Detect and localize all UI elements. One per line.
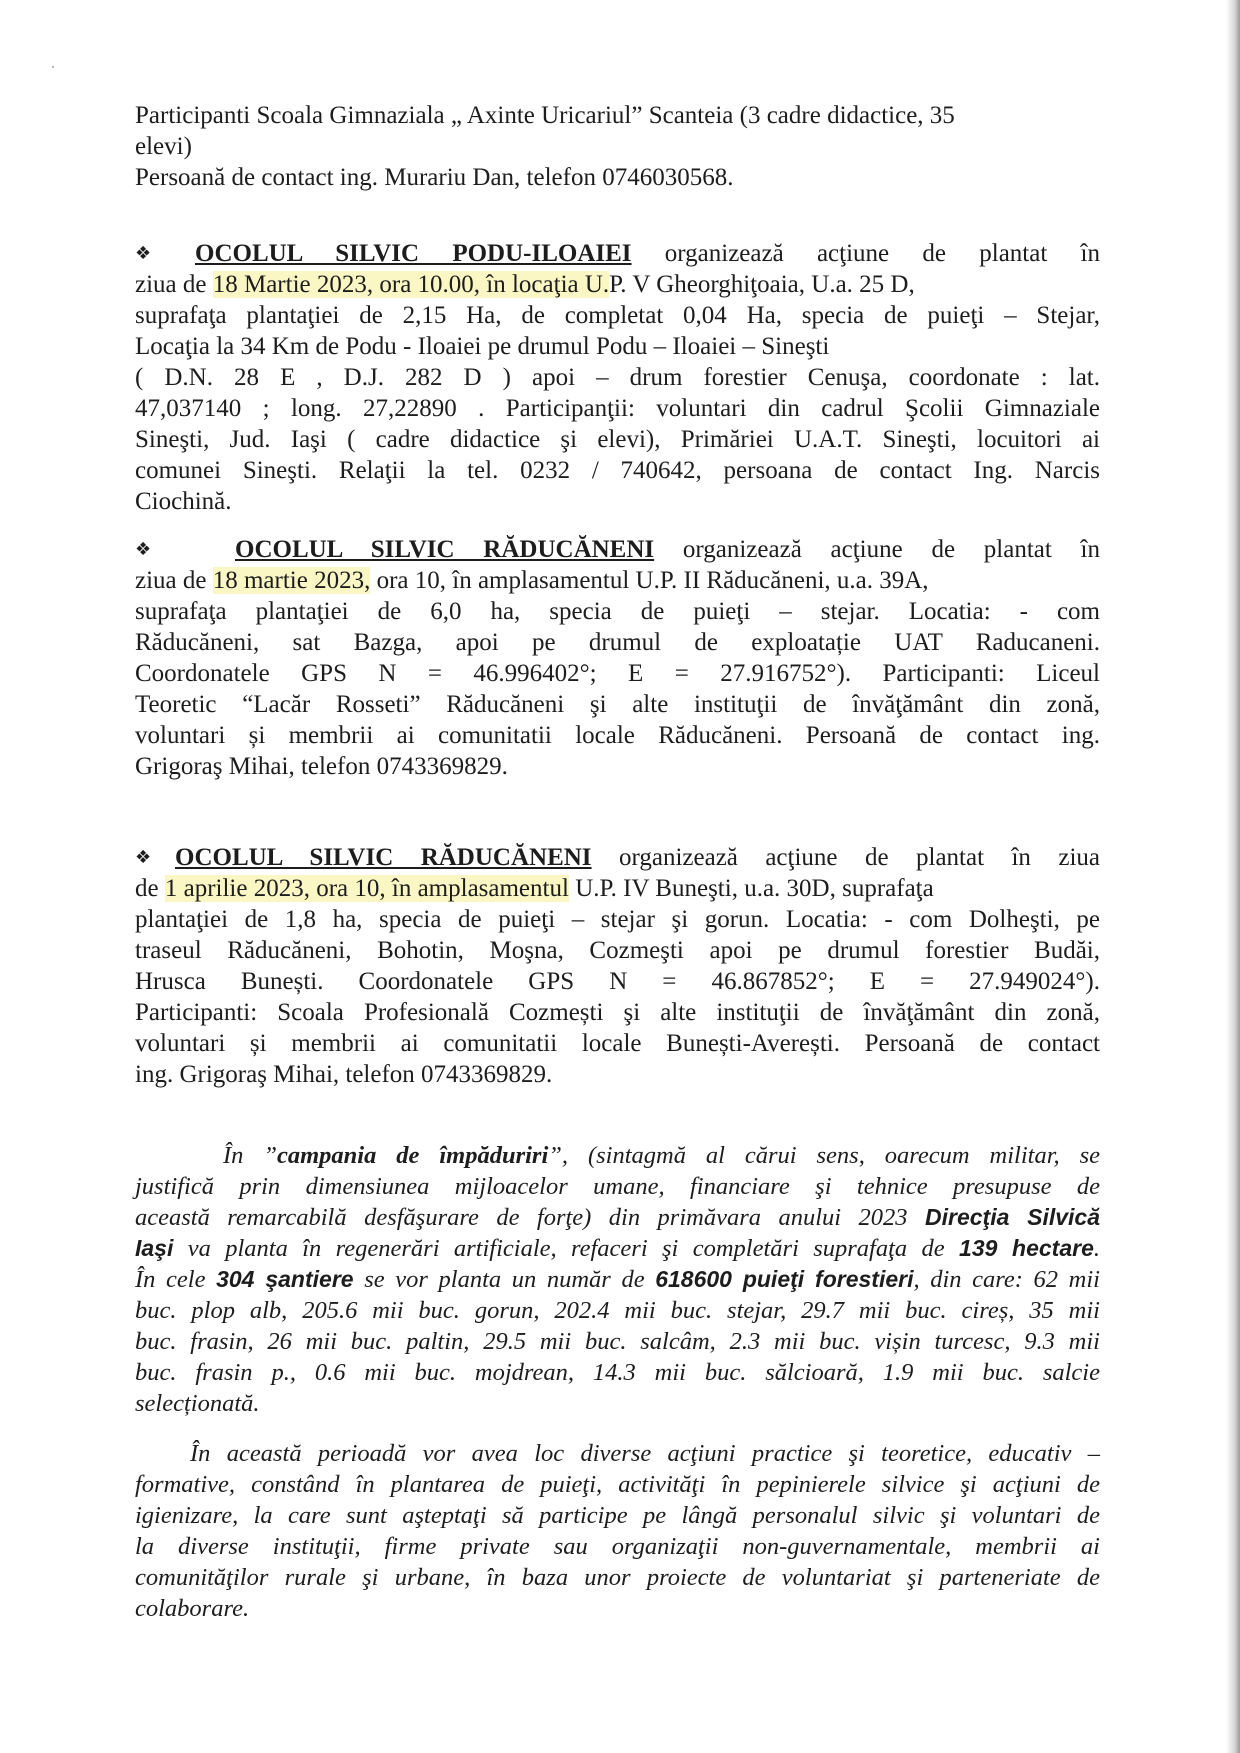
paragraph-line: [135, 1233, 1100, 1264]
section-line: Hrusca Bunești. Coordonatele GPS N = 46.867852°; E = 27.949024°).: [135, 968, 1100, 995]
section-raducaneni-1: [135, 534, 1100, 782]
paragraph-line: [135, 1202, 1100, 1233]
section-line: voluntari și membrii ai comunitatii locale Răducăneni. Persoană de contact ing.: [135, 722, 1100, 749]
section-title: OCOLUL SILVIC RĂDUCĂNENI: [235, 536, 655, 563]
section-line: Participanti: Scoala Profesională Cozmești şi alte instituţii de învăţământ din zonă,: [135, 999, 1100, 1026]
paragraph-line: buc. frasin, 26 mii buc. paltin, 29.5 mii buc. salcâm, 2.3 mii buc. vișin turcesc, 9.3 mii: [135, 1328, 1100, 1355]
text-run-bold: 304 şantiere: [216, 1266, 354, 1292]
text-run: se vor planta un număr de: [353, 1266, 656, 1293]
text-run: ora 10, în amplasamentul U.P. II Răducăneni, u.a. 39A,: [370, 567, 929, 594]
paragraph-line: igienizare, la care sunt aşteptaţi să participe pe lângă personalul silvic şi voluntari de: [135, 1502, 1100, 1529]
campaign-paragraph: [135, 1140, 1100, 1419]
intro-line: elevi): [135, 133, 192, 160]
section-line: plantaţiei de 1,8 ha, specia de puieţi – stejar şi gorun. Locatia: - com Dolheşti, pe: [135, 906, 1100, 933]
section-line: ing. Grigoraş Mihai, telefon 0743369829.: [135, 1061, 553, 1088]
scan-speck: [52, 66, 54, 68]
paragraph-line: selecționată.: [135, 1390, 260, 1417]
section-line: Ciochină.: [135, 488, 232, 515]
paragraph-line: buc. plop alb, 205.6 mii buc. gorun, 202.4 mii buc. stejar, 29.7 mii buc. cireș, 35 mii: [135, 1297, 1100, 1324]
section-text: organizează acţiune de plantat în: [682, 536, 1100, 563]
paragraph-line: [135, 1264, 1100, 1295]
text-run: această remarcabilă desfăşurare de forţe) din primăvara anului 2023: [135, 1204, 925, 1231]
paragraph-line: [135, 1140, 1100, 1171]
paragraph-line: justifică prin dimensiunea mijloacelor umane, financiare şi tehnice presupuse de: [135, 1173, 1100, 1200]
section-line: Sineşti, Jud. Iaşi ( cadre didactice şi elevi), Primăriei U.A.T. Sineşti, locuitori ai: [135, 426, 1100, 453]
section-text: organizează acţiune de plantat în ziua: [619, 844, 1100, 871]
activities-paragraph: [135, 1438, 1100, 1624]
section-heading-line: [135, 842, 1100, 873]
section-line: suprafaţa plantaţiei de 2,15 Ha, de completat 0,04 Ha, specia de puieţi – Stejar,: [135, 302, 1100, 329]
section-title: OCOLUL SILVIC RĂDUCĂNENI: [175, 844, 592, 871]
section-heading-line: [135, 238, 1100, 269]
text-run: U.P. IV Buneşti, u.a. 30D, suprafaţa: [568, 875, 934, 902]
scan-edge-shadow: [1226, 0, 1240, 1753]
section-line: [135, 873, 1100, 904]
highlighted-date: 1 aprilie 2023, ora 10, în amplasamentul: [164, 875, 569, 902]
highlighted-date: 18 martie 2023,: [212, 567, 371, 594]
section-line: 47,037140 ; long. 27,22890 . Participanţii: voluntari din cadrul Şcolii Gimnaziale: [135, 395, 1100, 422]
text-run-bold: campania de împăduriri: [276, 1142, 549, 1169]
text-run: În ”: [223, 1142, 277, 1169]
diamond-bullet-icon: ❖: [135, 539, 152, 560]
section-line: Răducăneni, sat Bazga, apoi pe drumul de exploatație UAT Raducaneni.: [135, 629, 1100, 656]
text-run-bold: Direcţia Silvică: [925, 1204, 1100, 1230]
text-run: de: [135, 875, 165, 902]
section-line: Teoretic “Lacăr Rosseti” Răducăneni şi alte instituţii de învăţământ din zonă,: [135, 691, 1100, 718]
text-run-bold: 618600 puieţi forestieri: [655, 1266, 914, 1292]
text-run-bold: 139 hectare: [959, 1235, 1094, 1261]
highlighted-date: 18 Martie 2023, ora 10.00, în locaţia U.: [212, 271, 610, 298]
intro-line: Persoană de contact ing. Murariu Dan, telefon 0746030568.: [135, 164, 734, 191]
section-raducaneni-2: [135, 842, 1100, 1090]
section-line: Coordonatele GPS N = 46.996402°; E = 27.916752°). Participanti: Liceul: [135, 660, 1100, 687]
text-run: .: [1093, 1235, 1101, 1262]
diamond-bullet-icon: ❖: [135, 243, 152, 264]
text-run: ziua de: [135, 567, 213, 594]
paragraph-line: buc. frasin p., 0.6 mii buc. mojdrean, 14.3 mii buc. sălcioară, 1.9 mii buc. salcie: [135, 1359, 1100, 1386]
section-heading-line: [135, 534, 1100, 565]
text-run: ziua de: [135, 271, 213, 298]
section-text: organizează acţiune de plantat în: [664, 240, 1100, 267]
paragraph-line: formative, constând în plantarea de puieţi, activităţi în pepinierele silvice şi acţiuni de: [135, 1471, 1100, 1498]
text-run: ”, (sintagmă al cărui sens, oarecum militar, se: [548, 1142, 1100, 1169]
section-line: suprafaţa plantaţiei de 6,0 ha, specia de puieţi – stejar. Locatia: - com: [135, 598, 1100, 625]
intro-paragraph: [135, 100, 1100, 193]
section-line: ( D.N. 28 E , D.J. 282 D ) apoi – drum forestier Cenuşa, coordonate : lat.: [135, 364, 1100, 391]
text-run: va planta în regenerări artificiale, refaceri şi completări suprafaţa de: [173, 1235, 960, 1262]
text-run: În cele: [135, 1266, 217, 1293]
text-run: , din care: 62 mii: [913, 1266, 1100, 1293]
section-line: Locaţia la 34 Km de Podu - Iloaiei pe drumul Podu – Iloaiei – Sineşti: [135, 333, 830, 360]
intro-line: Participanti Scoala Gimnaziala „ Axinte Uricariul” Scanteia (3 cadre didactice, 35: [135, 102, 955, 129]
section-podu-iloaiei: [135, 238, 1100, 517]
paragraph-line: În această perioadă vor avea loc diverse acţiuni practice şi teoretice, educativ –: [190, 1440, 1100, 1467]
diamond-bullet-icon: ❖: [135, 847, 152, 868]
section-line: [135, 269, 1100, 300]
section-line: voluntari și membrii ai comunitatii locale Bunești-Averești. Persoană de contact: [135, 1030, 1100, 1057]
text-run-bold: Iaşi: [135, 1235, 174, 1261]
section-line: Grigoraş Mihai, telefon 0743369829.: [135, 753, 508, 780]
paragraph-line: colaborare.: [135, 1595, 250, 1622]
section-line: comunei Sineşti. Relaţii la tel. 0232 / 740642, persoana de contact Ing. Narcis: [135, 457, 1100, 484]
text-run: P. V Gheorghiţoaia, U.a. 25 D,: [609, 271, 915, 298]
section-line: [135, 565, 1100, 596]
paragraph-line: comunităţilor rurale şi urbane, în baza unor proiecte de voluntariat şi parteneriate de: [135, 1564, 1100, 1591]
section-line: traseul Răducăneni, Bohotin, Moşna, Cozmeşti apoi pe drumul forestier Budăi,: [135, 937, 1100, 964]
paragraph-line: la diverse instituţii, firme private sau organizaţii non-guvernamentale, membrii ai: [135, 1533, 1100, 1560]
section-title: OCOLUL SILVIC PODU-ILOAIEI: [195, 240, 632, 267]
